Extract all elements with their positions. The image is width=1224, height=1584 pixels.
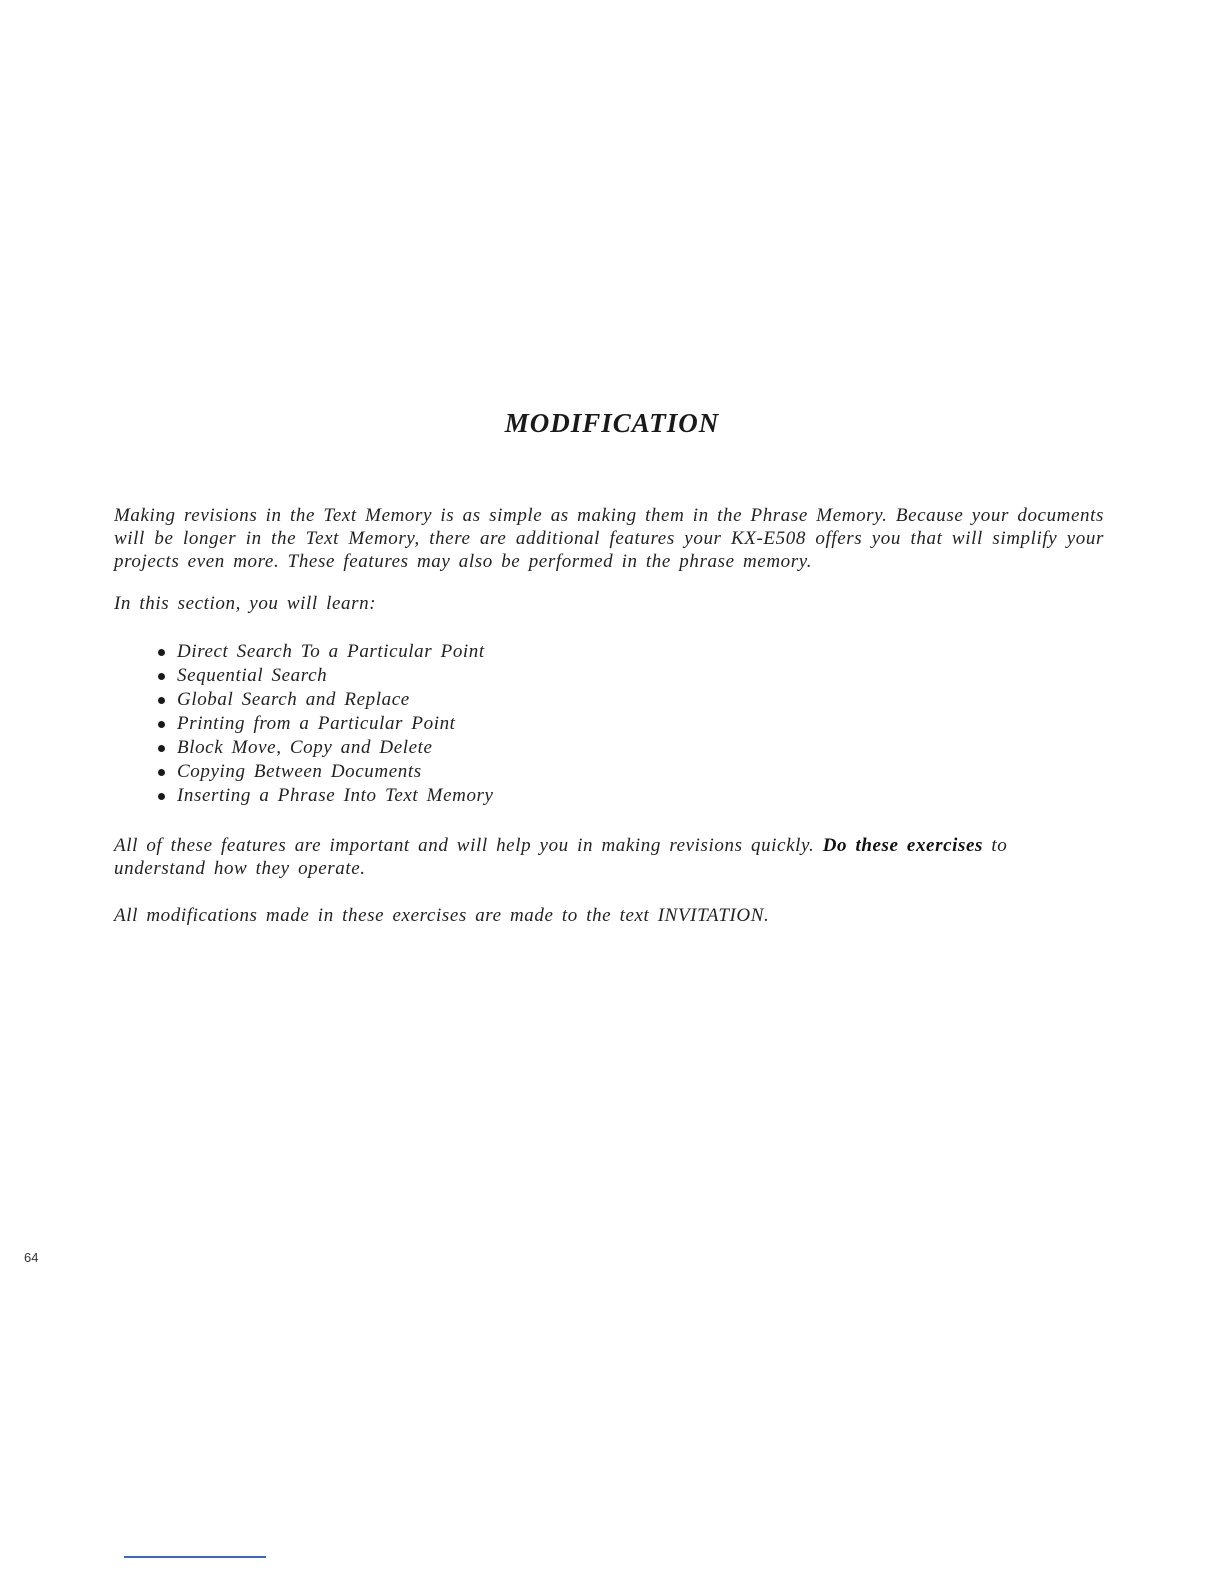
exercise-instruction: Do these exercises [822,835,984,856]
list-item [158,688,494,712]
list-item [158,640,494,664]
list-item [158,784,494,808]
bullet-icon [158,793,165,800]
bullet-icon [158,721,165,728]
scan-artifact-line [124,1556,266,1558]
bullet-icon [158,649,165,656]
list-item [158,664,494,688]
features-paragraph-start: All of these features are important and will help you in making revisions quickly. [114,835,823,856]
feature-label: Direct Search To a Particular Point [177,641,485,662]
feature-label: Copying Between Documents [177,761,422,782]
learn-intro: In this section, you will learn: [114,593,377,614]
modifications-note: All modifications made in these exercises are made to the text INVITATION. [114,905,770,926]
feature-label: Block Move, Copy and Delete [177,737,433,758]
bullet-icon [158,745,165,752]
page-number: 64 [24,1250,39,1265]
features-paragraph-end: to understand how they operate. [114,835,1008,879]
bullet-icon [158,769,165,776]
page-title: MODIFICATION [504,408,720,438]
feature-label: Printing from a Particular Point [177,713,456,734]
bullet-icon [158,673,165,680]
bullet-icon [158,697,165,704]
feature-list [158,640,494,808]
list-item [158,736,494,760]
features-paragraph [114,834,1104,880]
feature-label: Sequential Search [177,665,328,686]
list-item [158,712,494,736]
list-item [158,760,494,784]
intro-paragraph: Making revisions in the Text Memory is as simple as making them in the Phrase Memory. Because your documents will be longer in the Text Memory, there are additional features your KX-E508 offers you that will simplify your projects even more. These features may also be performed in the phrase memory. [114,505,1104,572]
feature-label: Inserting a Phrase Into Text Memory [177,785,494,806]
feature-label: Global Search and Replace [177,689,410,710]
